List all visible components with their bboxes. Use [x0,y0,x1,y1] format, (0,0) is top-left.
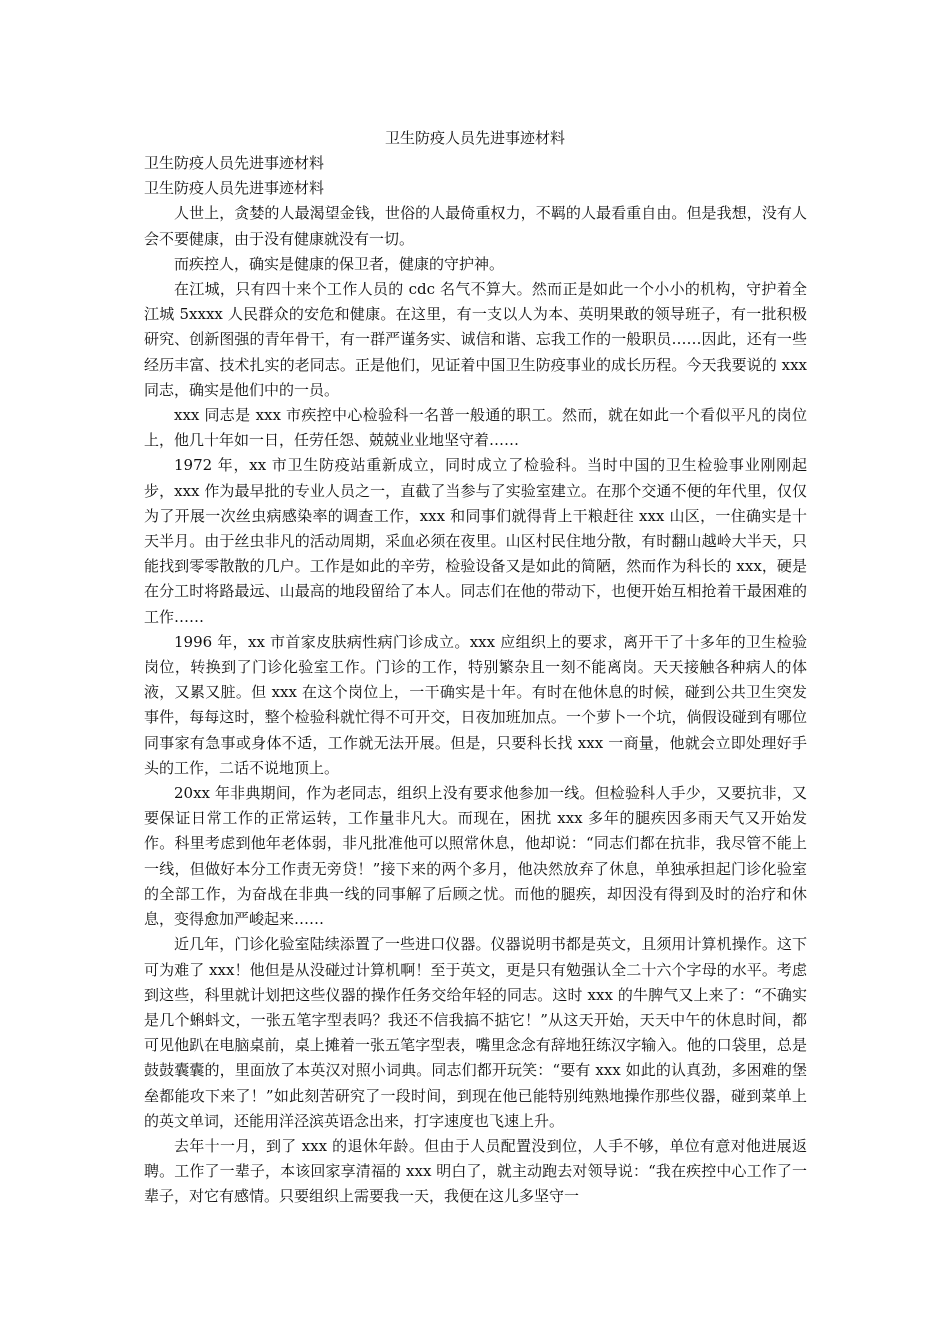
paragraph: xxx 同志是 xxx 市疾控中心检验科一名普一般通的职工。然而，就在如此一个看似平凡的岗位上，他几十年如一日，任劳任怨、兢兢业业地坚守着…… [144,406,807,450]
paragraph: 20xx 年非典期间，作为老同志，组织上没有要求他参加一线。但检验科人手少，又要抗非，又要保证日常工作的正常运转，工作量非凡大。而现在，困扰 xxx 多年的腿疾因多雨天气又开始发作。科里考虑到他年老体弱，非凡批准他可以照常休息，他却说：“同志们都在抗非，我尽管不能上一线，但做好本分工作责无旁贷！”接下来的两个多月，他决然放弃了休息，单独承担起门诊化验室的全部工作，为奋战在非典一线的同事解了后顾之忧。而他的腿疾，却因没有得到及时的治疗和休息，变得愈加严峻起来…… [144,784,807,929]
paragraph: 而疾控人，确实是健康的保卫者，健康的守护神。 [174,254,505,273]
document-title: 卫生防疫人员先进事迹材料 [384,129,565,147]
paragraph: 去年十一月，到了 xxx 的退休年龄。但由于人员配置没到位，人手不够，单位有意对他进展返聘。工作了一辈子，本该回家享清福的 xxx 明白了，就主动跑去对领导说：“我在疾控中心工作了一辈子，对它有感情。只要组织上需要我一天，我便在这儿多坚守一 [144,1136,807,1206]
paragraph: 近几年，门诊化验室陆续添置了一些进口仪器。仪器说明书都是英文，且须用计算机操作。这下可为难了 xxx！他但是从没碰过计算机啊！至于英文，更是只有勉强认全二十六个字母的水平。考虑到这些，科里就计划把这些仪器的操作任务交给年轻的同志。这时 xxx 的牛脾气又上来了：“不确实是几个蝌蚪文，一张五笔字型表吗？我还不信我搞不掂它！”从这天开始，天天中午的休息时间，都可见他趴在电脑桌前，桌上摊着一张五笔字型表，嘴里念念有辞地狂练汉字输入。他的口袋里，总是鼓鼓囊囊的，里面放了本英汉对照小词典。同志们都开玩笑：“要有 xxx 如此的认真劲，多困难的堡垒都能攻下来了！”如此刻苦研究了一段时间，到现在他已能特别纯熟地操作那些仪器，碰到菜单上的英文单词，还能用洋泾滨英语念出来，打字速度也飞速上升。 [144,935,807,1130]
paragraph: 1996 年，xx 市首家皮肤病性病门诊成立。xxx 应组织上的要求，离开干了十多年的卫生检验岗位，转换到了门诊化验室工作。门诊的工作，特别繁杂且一刻不能离岗。天天接触各种病人的体液，又累又脏。但 xxx 在这个岗位上，一干确实是十年。有时在他休息的时候，碰到公共卫生突发事件，每每这时，整个检验科就忙得不可开交，日夜加班加点。一个萝卜一个坑，倘假设碰到有哪位同事家有急事或身体不适，工作就无法开展。但是，只要科长找 xxx 一商量，他就会立即处理好手头的工作，二话不说地顶上。 [144,632,807,777]
paragraph: 在江城，只有四十来个工作人员的 cdc 名气不算大。然而正是如此一个小小的机构，守护着全江城 5xxxx 人民群众的安危和健康。在这里，有一支以人为本、英明果敢的领导班子，有一批积极研究、创新图强的青年骨干，有一群严谨务实、诚信和谐、忘我工作的一般职员……因此，还有一些经历丰富、技术扎实的老同志。正是他们，见证着中国卫生防疫事业的成长历程。今天我要说的 xxx 同志，确实是他们中的一员。 [144,280,807,399]
document-body [144,151,807,1210]
document-subtitle: 卫生防疫人员先进事迹材料 [144,154,325,172]
document-subtitle: 卫生防疫人员先进事迹材料 [144,179,325,198]
paragraph: 1972 年，xx 市卫生防疫站重新成立，同时成立了检验科。当时中国的卫生检验事业刚刚起步，xxx 作为最早批的专业人员之一，直截了当参与了实验室建立。在那个交通不便的年代里，仅仅为了开展一次丝虫病感染率的调查工作，xxx 和同事们就得背上干粮赶往 xxx 山区，一住确实是十天半月。由于丝虫非凡的活动周期，采血必须在夜里。山区村民住地分散，有时翻山越岭大半天，只能找到零零散散的几户。工作是如此的辛劳，检验设备又是如此的简陋，然而作为科长的 xxx，硬是在分工时将路最远、山最高的地段留给了本人。同志们在他的带动下，也便开始互相抢着干最困难的工作…… [144,456,807,626]
paragraph: 人世上，贪婪的人最渴望金钱，世俗的人最倚重权力，不羁的人最看重自由。但是我想，没有人会不要健康，由于没有健康就没有一切。 [144,204,807,248]
